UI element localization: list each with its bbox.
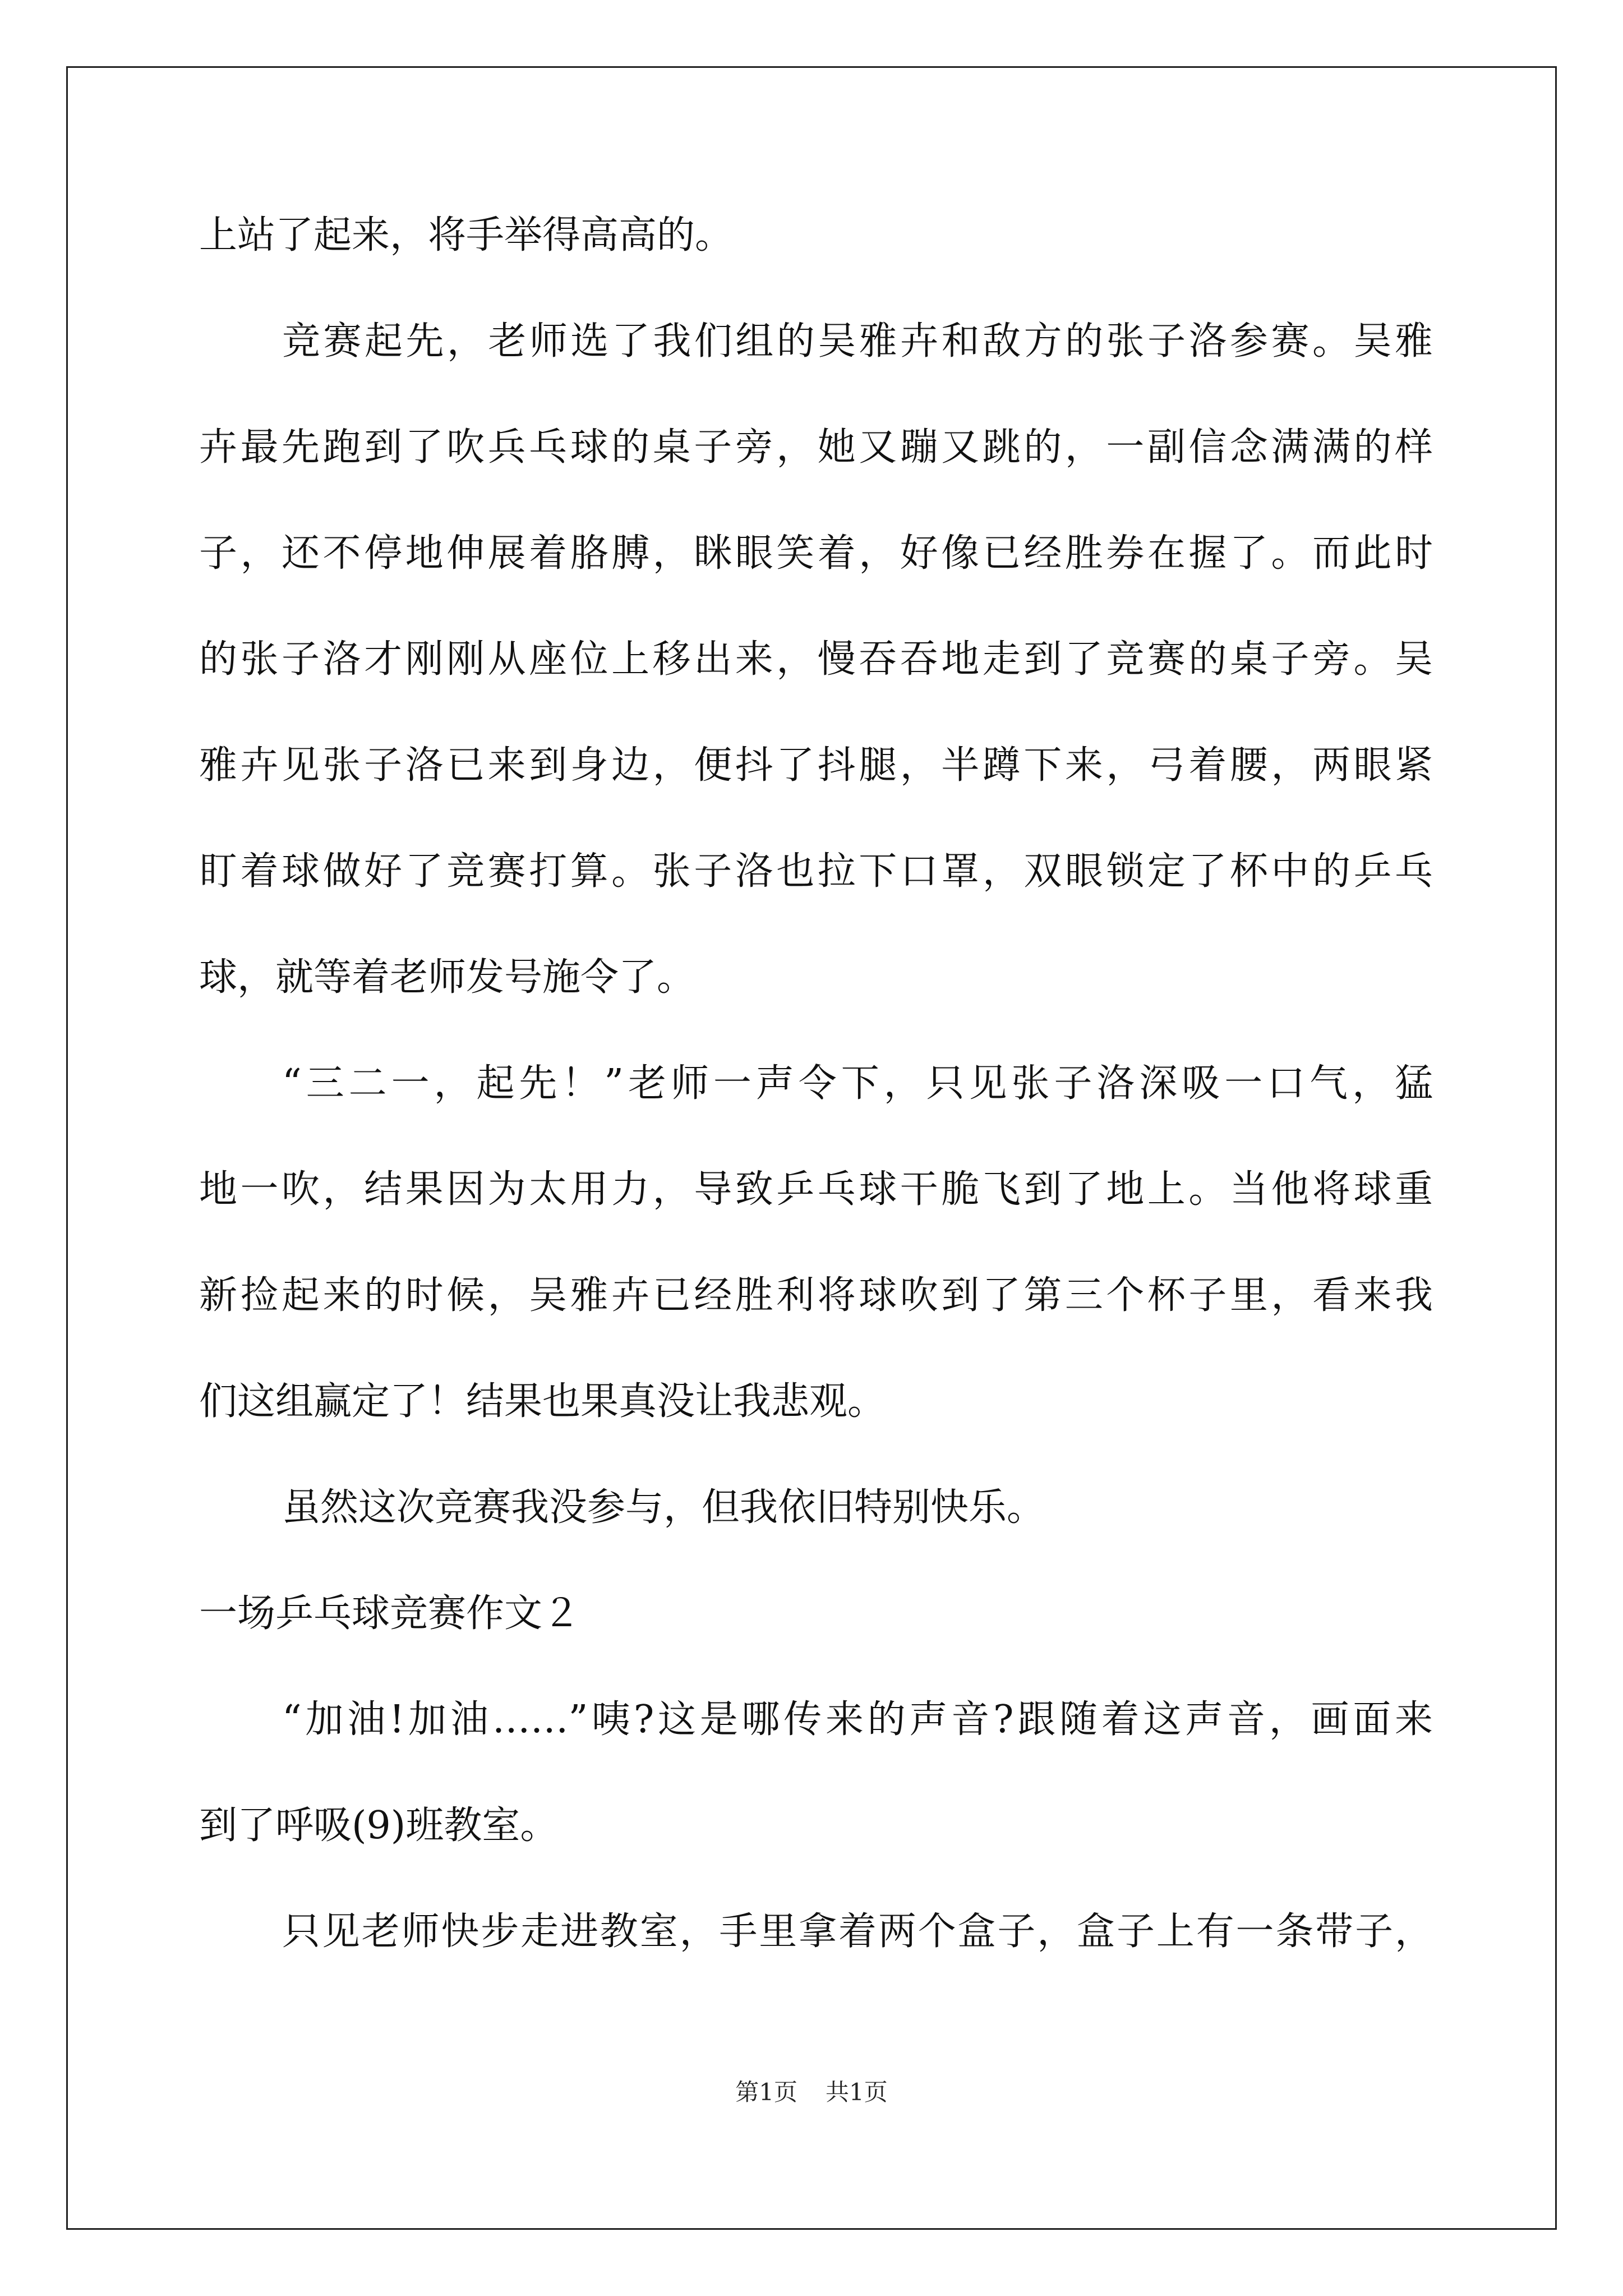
paragraph-line: 雅卉见张子洛已来到身边，便抖了抖腿，半蹲下来，弓着腰，两眼紧 [199,743,1433,788]
paragraph-line: 卉最先跑到了吹兵乓球的桌子旁，她又蹦又跳的，一副信念满满的样 [199,425,1433,470]
paragraph-line: 竞赛起先，老师选了我们组的吴雅卉和敌方的张子洛参赛。吴雅 [282,319,1433,364]
paragraph-line: 盯着球做好了竞赛打算。张子洛也拉下口罩，双眼锁定了杯中的乒乓 [199,849,1433,894]
paragraph-line: 地一吹，结果因为太用力，导致乒乓球干脆飞到了地上。当他将球重 [199,1167,1433,1212]
paragraph-line: 子，还不停地伸展着胳膊，眯眼笑着，好像已经胜券在握了。而此时 [199,531,1433,576]
paragraph-line: 到了呼吸(9)班教室。 [199,1803,559,1848]
page-number: 第1页 [735,2078,797,2106]
paragraph-line: 新捡起来的时候，吴雅卉已经胜利将球吹到了第三个杯子里，看来我 [199,1273,1433,1318]
page-count: 共1页 [826,2078,888,2106]
page-footer [0,2076,1623,2109]
paragraph-line: 球，就等着老师发号施令了。 [199,955,695,1000]
paragraph-line: 虽然这次竞赛我没参与，但我依旧特别快乐。 [282,1485,1045,1530]
paragraph-line: 们这组赢定了！结果也果真没让我悲观。 [199,1379,886,1424]
paragraph-line: “加油!加油……”咦?这是哪传来的声音?跟随着这声音，画面来 [282,1697,1433,1742]
paragraph-line: 只见老师快步走进教室，手里拿着两个盒子，盒子上有一条带子， [282,1910,1433,1954]
section-heading: 一场乒乓球竞赛作文２ [199,1591,581,1636]
paragraph-line: 的张子洛才刚刚从座位上移出来，慢吞吞地走到了竞赛的桌子旁。吴 [199,637,1433,682]
paragraph-line: 上站了起来，将手举得高高的。 [199,213,734,257]
paragraph-line: “三二一，起先！”老师一声令下，只见张子洛深吸一口气，猛 [282,1061,1433,1106]
